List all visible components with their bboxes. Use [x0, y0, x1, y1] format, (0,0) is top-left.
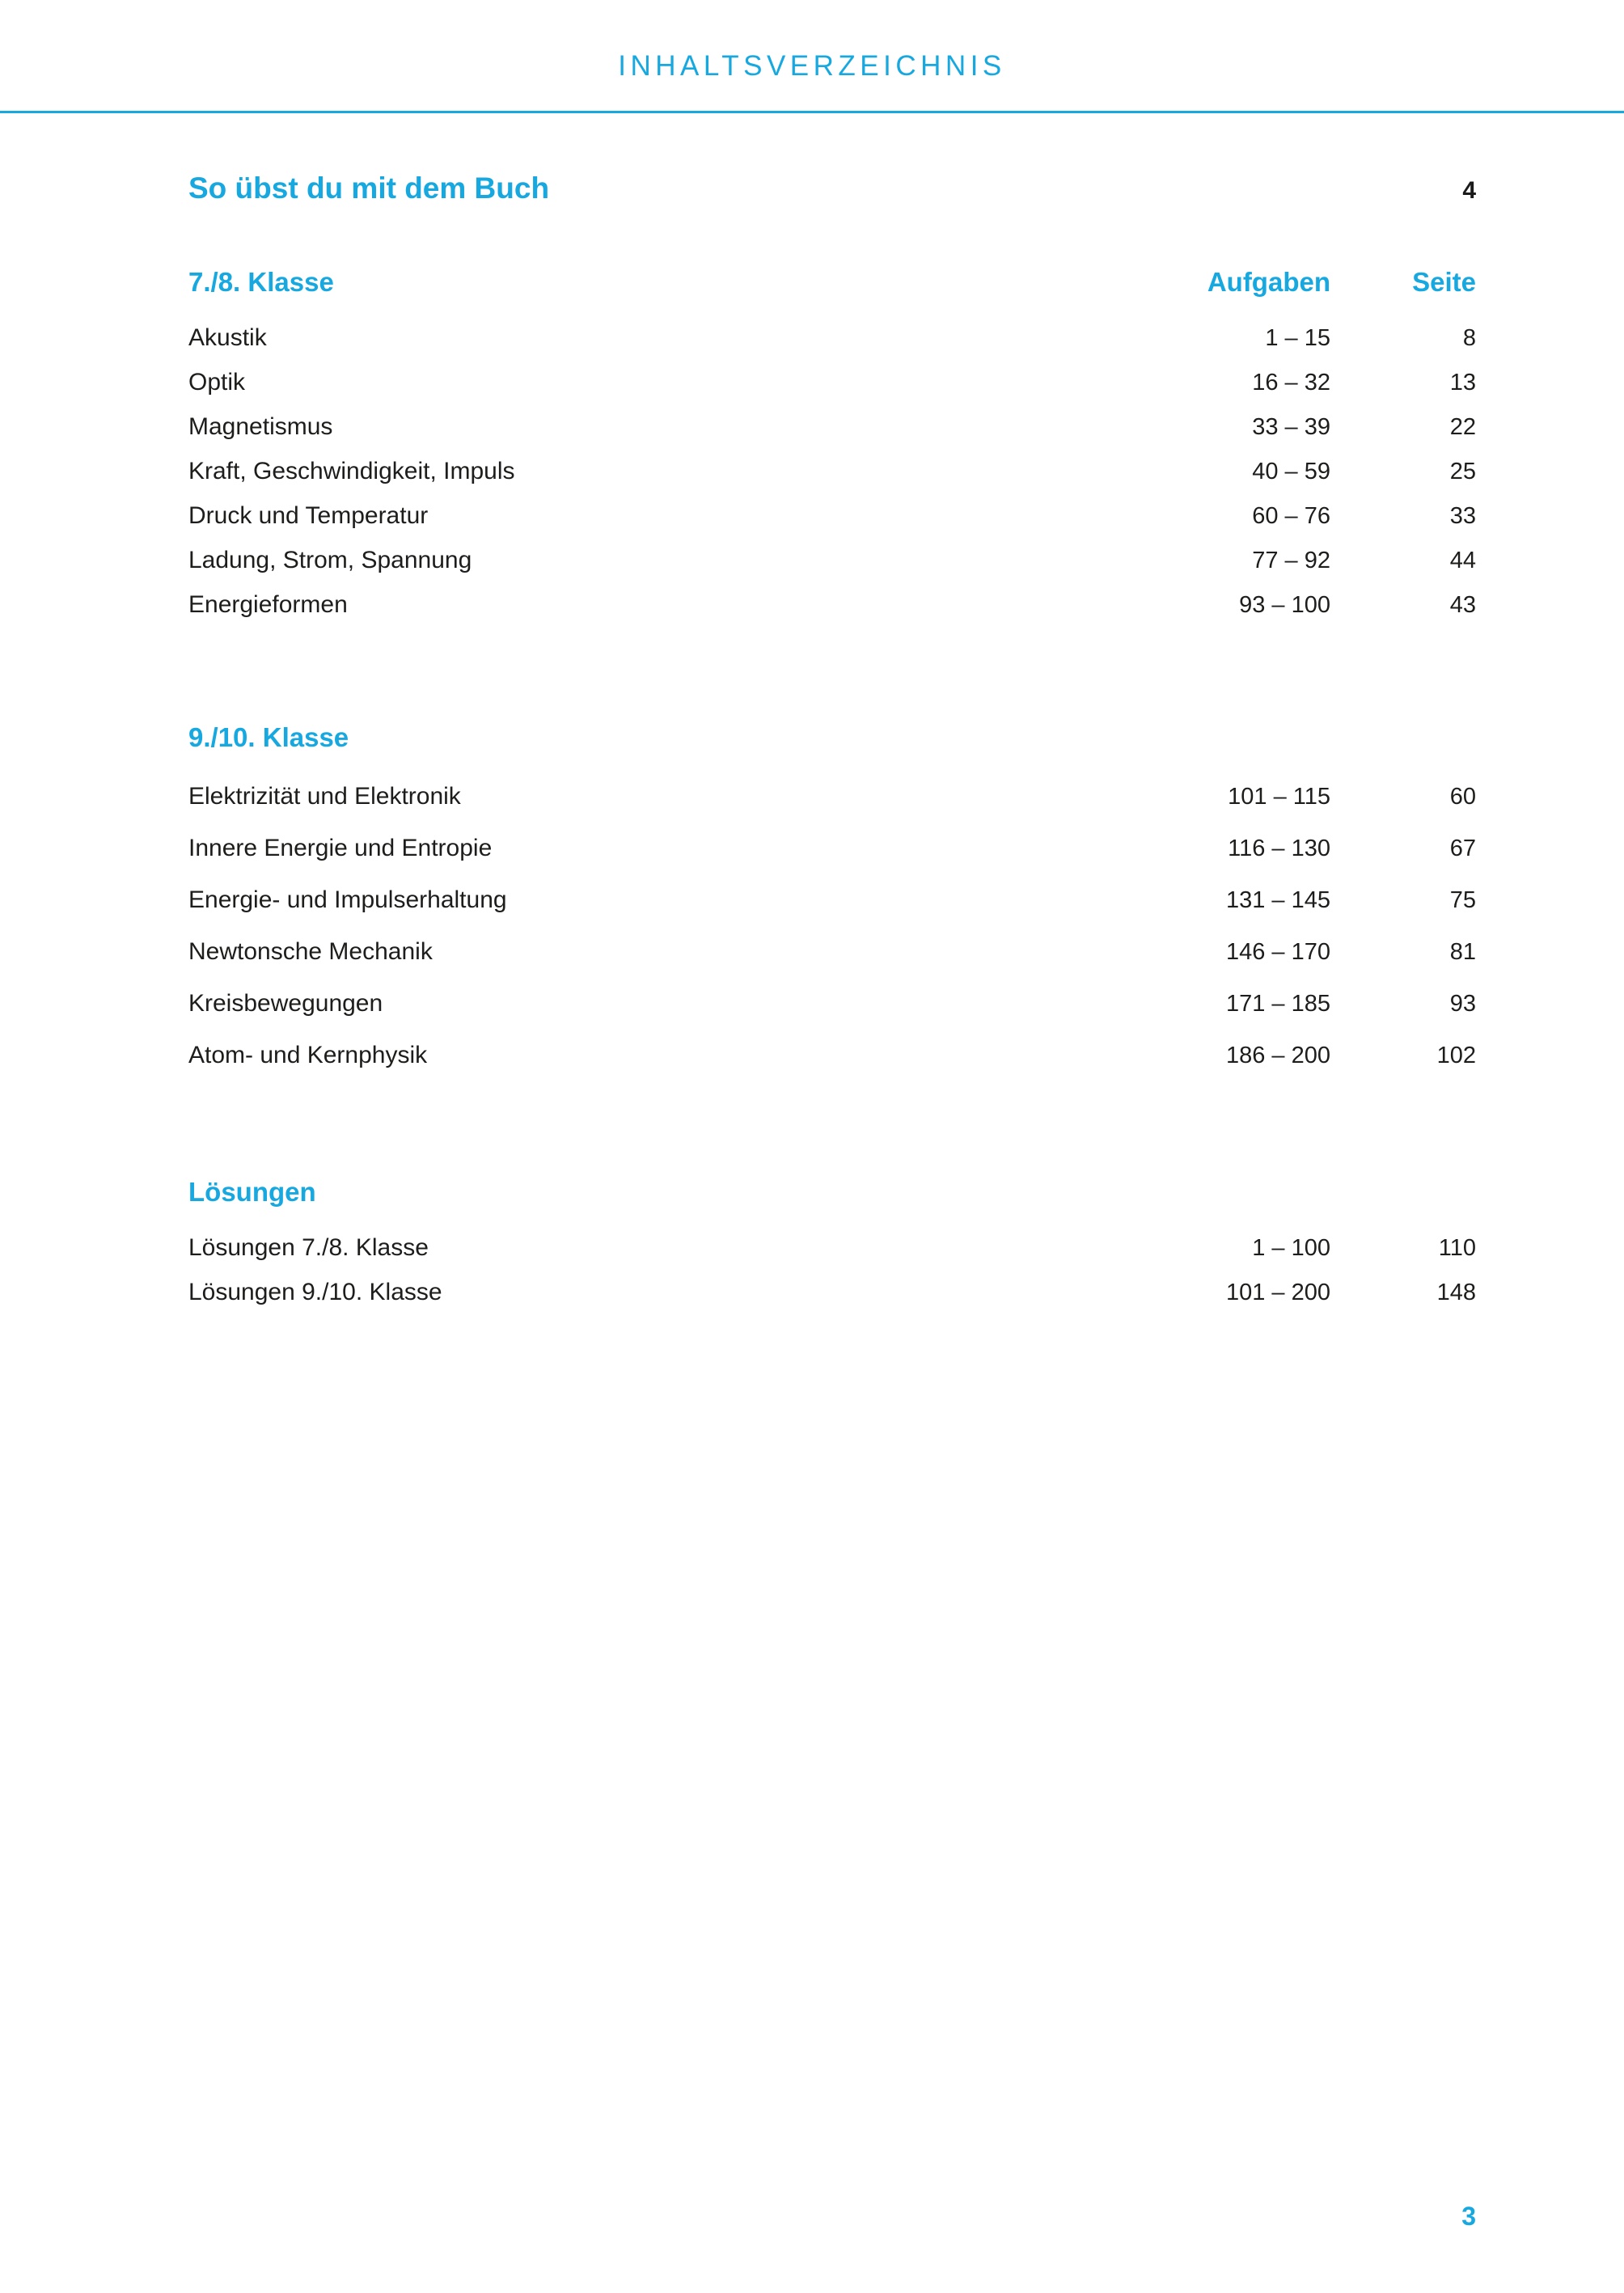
toc-entry[interactable] [188, 978, 1476, 1030]
toc-entry[interactable] [188, 1030, 1476, 1081]
toc-entry-exercises: 171 – 185 [1225, 991, 1330, 1017]
toc-entry-title: Elektrizität und Elektronik [188, 783, 461, 810]
toc-entry-exercises: 60 – 76 [1252, 502, 1330, 529]
toc-entry-page: 22 [1449, 413, 1476, 440]
toc-entry[interactable] [188, 404, 1476, 449]
toc-entry[interactable] [188, 493, 1476, 538]
toc-entry-title: Energie- und Impulserhaltung [188, 886, 507, 913]
toc-entry-page: 43 [1449, 591, 1476, 618]
toc-entry-page: 25 [1449, 458, 1476, 484]
toc-entry-page: 93 [1449, 991, 1476, 1017]
toc-entry-exercises: 146 – 170 [1225, 939, 1330, 965]
toc-entry-exercises: 16 – 32 [1252, 369, 1330, 396]
toc-entry-exercises: 93 – 100 [1239, 591, 1330, 618]
section-title: Lösungen [188, 1177, 316, 1207]
toc-entry-page: 60 [1449, 784, 1476, 810]
toc-entry[interactable] [188, 1270, 1476, 1314]
section-entries-grade-9-10 [188, 771, 1476, 1081]
toc-entry-title: Atom- und Kernphysik [188, 1042, 428, 1068]
column-header-page: Seite [1412, 267, 1476, 297]
toc-entry-exercises: 186 – 200 [1225, 1043, 1330, 1068]
toc-entry[interactable] [188, 582, 1476, 627]
toc-entry-exercises: 1 – 15 [1265, 324, 1330, 351]
toc-entry-exercises: 1 – 100 [1252, 1234, 1330, 1261]
section-title: 7./8. Klasse [188, 267, 334, 297]
toc-entry-title: Lösungen 9./10. Klasse [188, 1278, 442, 1305]
section-header-grade-7-8 [188, 267, 1476, 298]
toc-entry-title: Energieformen [188, 590, 348, 618]
toc-entry-exercises: 40 – 59 [1252, 458, 1330, 484]
toc-entry[interactable] [188, 360, 1476, 404]
toc-entry-exercises: 116 – 130 [1228, 836, 1330, 861]
section-entries-loesungen [188, 1225, 1476, 1314]
section-entries-grade-7-8 [188, 315, 1476, 627]
toc-entry-title: Optik [188, 368, 246, 396]
toc-entry-page: 75 [1449, 887, 1476, 913]
toc-entry-exercises: 77 – 92 [1252, 547, 1330, 573]
section-header-grade-9-10 [188, 722, 1476, 753]
page-title: INHALTSVERZEICHNIS [618, 50, 1006, 82]
toc-entry-page: 102 [1436, 1043, 1476, 1068]
toc-entry[interactable] [188, 926, 1476, 978]
toc-entry-page: 110 [1438, 1234, 1476, 1261]
toc-entry-page: 44 [1449, 547, 1476, 573]
toc-entry-exercises: 101 – 200 [1225, 1279, 1330, 1305]
toc-entry-title: Druck und Temperatur [188, 501, 429, 529]
toc-entry-page: 33 [1449, 502, 1476, 529]
toc-entry-page: 67 [1449, 836, 1476, 861]
toc-entry-page: 81 [1449, 939, 1476, 965]
footer-page-number: 3 [1461, 2202, 1476, 2231]
toc-entry-page: 8 [1462, 324, 1476, 351]
toc-entry-title: Magnetismus [188, 412, 333, 440]
toc-entry[interactable] [188, 823, 1476, 874]
section-header-loesungen [188, 1177, 1476, 1208]
column-header-exercises: Aufgaben [1207, 267, 1330, 297]
toc-entry-title: Akustik [188, 324, 267, 351]
toc-entry-exercises: 33 – 39 [1252, 413, 1330, 440]
toc-intro-label: So übst du mit dem Buch [188, 171, 550, 205]
toc-entry-title: Innere Energie und Entropie [188, 835, 493, 861]
toc-intro-page: 4 [1462, 177, 1476, 204]
toc-entry[interactable] [188, 874, 1476, 926]
toc-entry-page: 13 [1449, 369, 1476, 396]
toc-content [0, 113, 1624, 1314]
toc-entry[interactable] [188, 538, 1476, 582]
toc-entry[interactable] [188, 1225, 1476, 1270]
toc-entry-title: Lösungen 7./8. Klasse [188, 1233, 429, 1261]
toc-entry[interactable] [188, 315, 1476, 360]
toc-entry[interactable] [188, 449, 1476, 493]
page-header [0, 0, 1624, 113]
toc-entry-title: Ladung, Strom, Spannung [188, 546, 472, 573]
toc-entry-title: Newtonsche Mechanik [188, 938, 433, 965]
section-title: 9./10. Klasse [188, 722, 349, 752]
toc-entry-title: Kraft, Geschwindigkeit, Impuls [188, 457, 515, 484]
toc-entry-title: Kreisbewegungen [188, 990, 383, 1017]
toc-intro-row [188, 171, 1476, 205]
toc-entry-exercises: 101 – 115 [1228, 784, 1330, 810]
toc-entry-exercises: 131 – 145 [1225, 887, 1330, 913]
toc-entry-page: 148 [1436, 1279, 1476, 1305]
toc-entry[interactable] [188, 771, 1476, 823]
